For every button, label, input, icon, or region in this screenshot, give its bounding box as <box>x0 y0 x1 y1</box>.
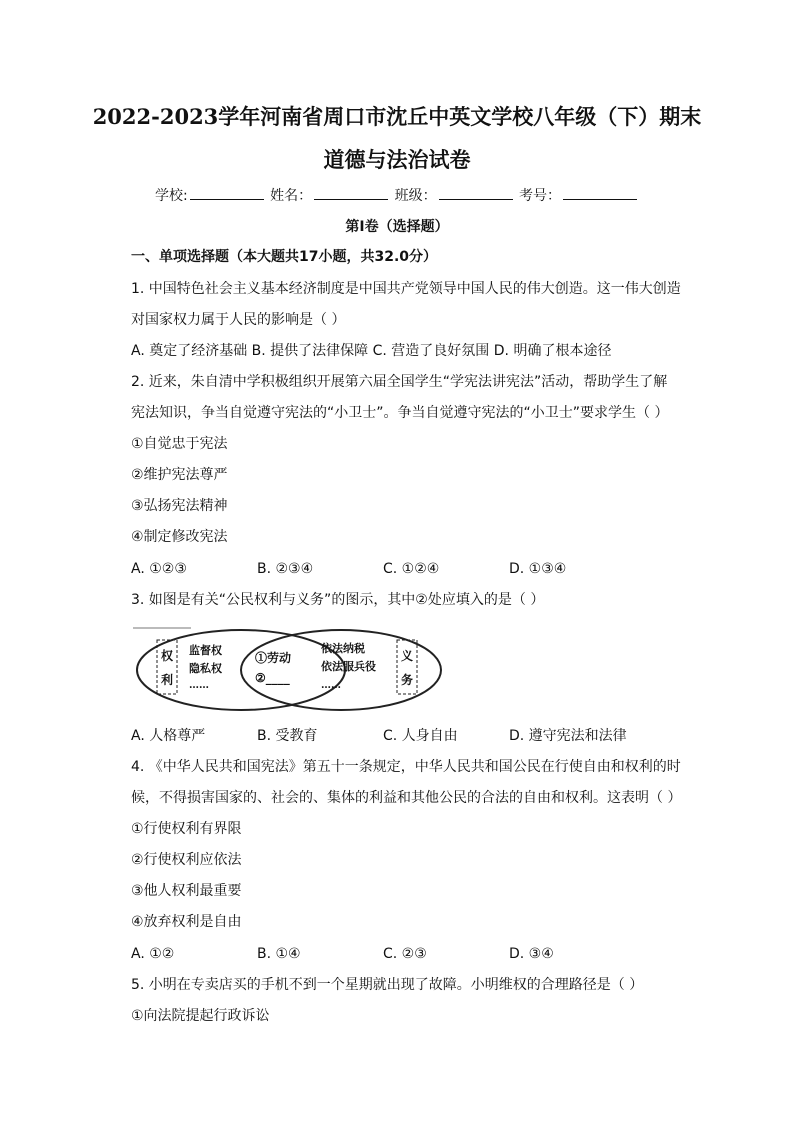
q2-item: ③弘扬宪法精神 <box>131 498 228 514</box>
section-heading: 一、单项选择题（本大题共17小题，共32.0分） <box>131 249 438 265</box>
q1-stem-line2: 对国家权力属于人民的影响是（ ） <box>131 312 346 328</box>
q5-stem: 5. 小明在专卖店买的手机不到一个星期就出现了故障。小明维权的合理路径是（ ） <box>131 977 644 993</box>
q3-option-b: B. 受教育 <box>257 728 318 744</box>
q4-option-c: C. ②③ <box>383 946 427 962</box>
q3-option-c: C. 人身自由 <box>383 728 458 744</box>
q4-stem-line2: 候，不得损害国家的、社会的、集体的利益和其他公民的合法的自由和权利。这表明（ ） <box>131 790 682 806</box>
student-info-row <box>0 185 794 206</box>
q2-option-c: C. ①②④ <box>383 561 440 577</box>
name-blank <box>314 185 388 200</box>
right-item: …… <box>321 680 341 691</box>
q2-item: ②维护宪法尊严 <box>131 467 228 483</box>
volume-heading: 第I卷（选择题） <box>345 219 449 235</box>
q2-stem-line2: 宪法知识，争当自觉遵守宪法的“小卫士”。争当自觉遵守宪法的“小卫士”要求学生（ ） <box>131 405 669 421</box>
rights-label-char: 利 <box>160 673 174 687</box>
q1-stem-line1: 1. 中国特色社会主义基本经济制度是中国共产党领导中国人民的伟大创造。这一伟大创造 <box>131 281 681 297</box>
q4-item: ③他人权利最重要 <box>131 883 242 899</box>
q3-option-d: D. 遵守宪法和法律 <box>509 728 627 744</box>
class-blank <box>439 185 513 200</box>
q4-option-d: D. ③④ <box>509 946 554 962</box>
left-item: 隐私权 <box>189 662 222 675</box>
q2-item: ①自觉忠于宪法 <box>131 436 228 452</box>
left-item: 监督权 <box>189 644 222 657</box>
school-label: 学校: <box>154 188 188 204</box>
duties-label-char: 务 <box>400 673 414 687</box>
rights-label-char: 权 <box>160 649 174 663</box>
q4-item: ①行使权利有界限 <box>131 821 242 837</box>
q4-option-b: B. ①④ <box>257 946 301 962</box>
exam-title-line2: 道德与法治试卷 <box>323 147 471 172</box>
left-item: …… <box>189 680 209 691</box>
middle-item: ①劳动 <box>255 651 292 665</box>
rights-duties-venn-diagram <box>131 624 443 714</box>
exam-number-label: 考号： <box>519 188 562 204</box>
q3-stem: 3. 如图是有关“公民权利与义务”的图示，其中②处应填入的是（ ） <box>131 592 545 608</box>
exam-title-line1: 2022-2023学年河南省周口市沈丘中英文学校八年级（下）期末 <box>92 104 702 129</box>
q2-option-d: D. ①③④ <box>509 561 567 577</box>
q4-item: ②行使权利应依法 <box>131 852 242 868</box>
duties-label-char: 义 <box>400 649 414 663</box>
name-label: 姓名： <box>270 188 313 204</box>
right-item: 依法服兵役 <box>321 660 376 673</box>
q4-stem-line1: 4. 《中华人民共和国宪法》第五十一条规定，中华人民共和国公民在行使自由和权利的时 <box>131 759 681 775</box>
q4-option-a: A. ①② <box>131 946 175 962</box>
q2-item: ④制定修改宪法 <box>131 529 228 545</box>
q2-option-b: B. ②③④ <box>257 561 314 577</box>
q4-item: ④放弃权利是自由 <box>131 914 242 930</box>
q3-option-a: A. 人格尊严 <box>131 728 206 744</box>
q2-option-a: A. ①②③ <box>131 561 187 577</box>
q1-options: A. 奠定了经济基础 B. 提供了法律保障 C. 营造了良好氛围 D. 明确了根本途径 <box>131 343 612 359</box>
q2-stem-line1: 2. 近来，朱自清中学积极组织开展第六届全国学生“学宪法讲宪法”活动，帮助学生了解 <box>131 374 668 390</box>
exam-number-blank <box>563 185 637 200</box>
q5-item: ①向法院提起行政诉讼 <box>131 1008 270 1024</box>
class-label: 班级： <box>394 188 437 204</box>
middle-item: ②____ <box>255 671 290 685</box>
right-item: 依法纳税 <box>321 642 365 655</box>
school-blank <box>190 185 264 200</box>
